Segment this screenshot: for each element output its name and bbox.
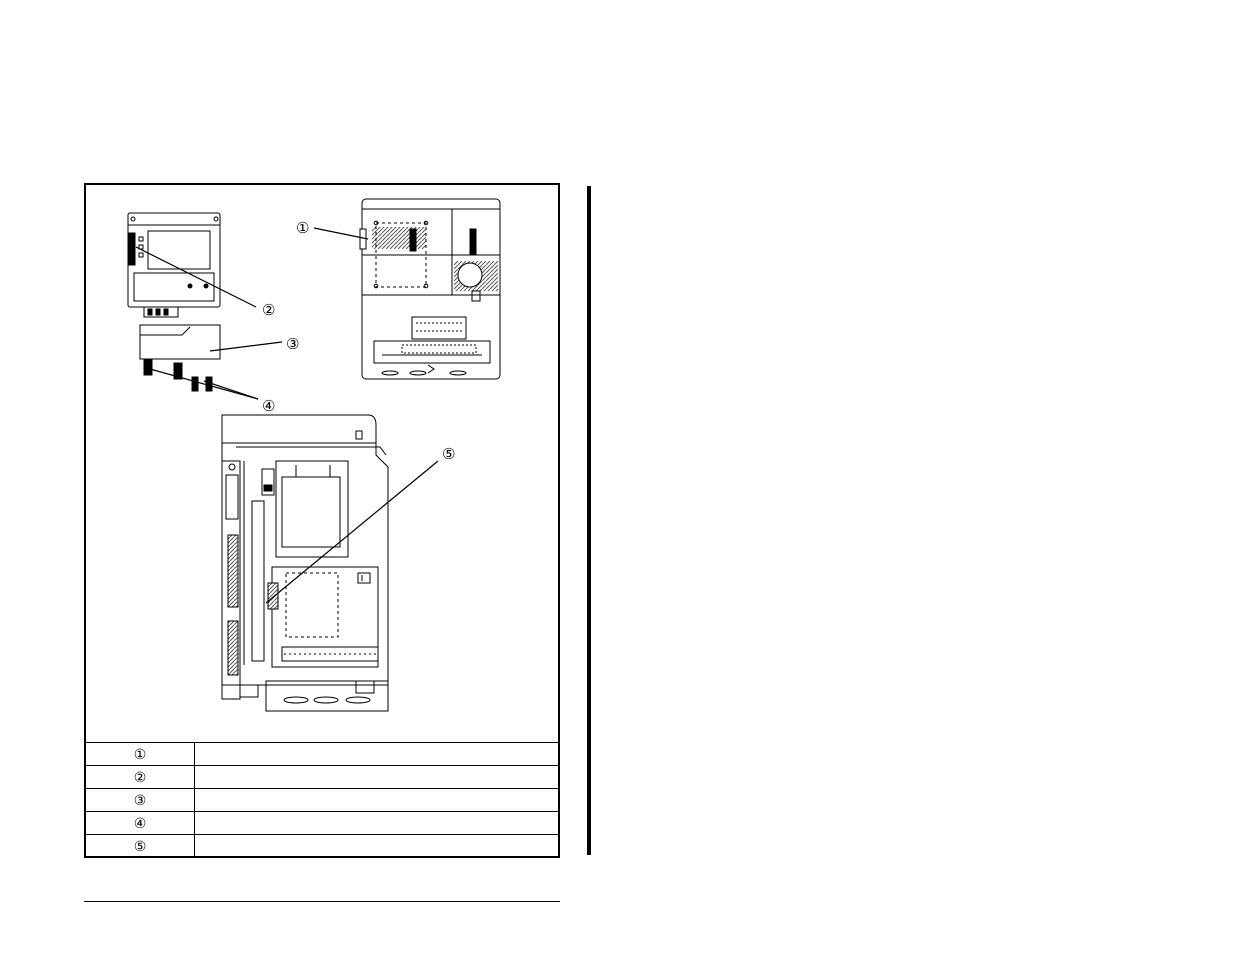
callout-4: ④ [262, 397, 276, 415]
cable-connector [140, 325, 220, 391]
legend-text [195, 812, 561, 835]
legend-text [195, 743, 561, 766]
legend-number: ③ [86, 789, 195, 812]
adapter-module [128, 213, 220, 317]
callout-5: ⑤ [442, 445, 456, 463]
legend-text [195, 789, 561, 812]
legend-row [86, 743, 560, 766]
legend-row [86, 789, 560, 812]
legend-number: ② [86, 766, 195, 789]
callout-1: ① [296, 219, 310, 237]
drive-open-view [222, 415, 388, 711]
installation-drawing [86, 185, 560, 742]
change-bar [587, 186, 591, 855]
legend-text [195, 766, 561, 789]
legend-table [86, 742, 560, 857]
legend-row [86, 766, 560, 789]
legend-number: ⑤ [86, 835, 195, 858]
legend-row [86, 835, 560, 858]
legend-number: ④ [86, 812, 195, 835]
callout-3: ③ [286, 335, 300, 353]
footer-rule [84, 901, 560, 902]
figure-frame [84, 183, 560, 858]
callout-2: ② [262, 301, 276, 319]
legend-number: ① [86, 743, 195, 766]
legend-row [86, 812, 560, 835]
legend-text [195, 835, 561, 858]
drive-front-view [360, 199, 500, 379]
